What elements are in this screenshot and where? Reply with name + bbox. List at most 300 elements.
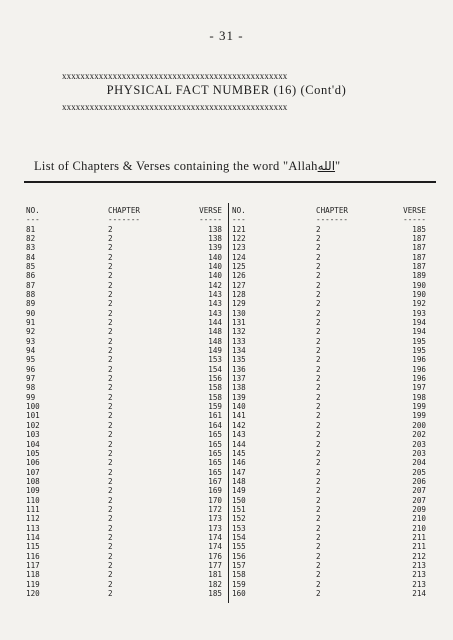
table-row [232,318,428,327]
cell-number: 158 [232,570,246,580]
table-row [232,299,428,308]
cell-verse: 213 [412,579,426,589]
cell-verse: 167 [208,476,222,486]
cell-number: 81 [26,224,36,234]
cell-verse: 199 [412,402,426,412]
cell-chapter: 2 [108,476,113,486]
cell-number: 139 [232,392,246,402]
cell-chapter: 2 [108,383,113,393]
cell-number: 155 [232,542,246,552]
cell-chapter: 2 [108,318,113,328]
table-row [26,524,222,533]
cell-number: 83 [26,243,36,253]
list-heading [34,159,434,174]
cell-verse: 159 [208,402,222,412]
header-verse: VERSE [403,206,426,215]
table-row [26,234,222,243]
page-number: - 31 - [209,28,244,43]
cell-verse: 195 [412,336,426,346]
table-row [26,449,222,458]
cell-verse: 176 [208,551,222,561]
table-row [26,468,222,477]
cell-verse: 203 [412,439,426,449]
cell-verse: 203 [412,448,426,458]
cell-verse: 165 [208,458,222,468]
table-row [232,505,428,514]
cell-verse: 149 [208,346,222,356]
cell-chapter: 2 [316,224,321,234]
cell-verse: 140 [208,252,222,262]
cell-verse: 204 [412,458,426,468]
cell-verse: 161 [208,411,222,421]
table-row [26,243,222,252]
cell-chapter: 2 [108,495,113,505]
cell-verse: 198 [412,392,426,402]
cell-number: 151 [232,504,246,514]
cell-number: 121 [232,224,246,234]
cell-verse: 138 [208,224,222,234]
cell-verse: 199 [412,411,426,421]
cell-chapter: 2 [316,570,321,580]
cell-verse: 182 [208,579,222,589]
cell-verse: 200 [412,420,426,430]
table-row [232,430,428,439]
cell-number: 145 [232,448,246,458]
cell-verse: 165 [208,467,222,477]
cell-chapter: 2 [108,346,113,356]
cell-chapter: 2 [108,261,113,271]
list-heading-text: List of Chapters & Verses containing the word "Allah [34,159,318,173]
cell-number: 132 [232,327,246,337]
cell-verse: 196 [412,355,426,365]
cell-number: 97 [26,374,36,384]
cell-chapter: 2 [316,299,321,309]
cell-number: 159 [232,579,246,589]
cell-verse: 196 [412,364,426,374]
table-row [26,262,222,271]
cell-chapter: 2 [108,355,113,365]
cell-verse: 174 [208,532,222,542]
cell-chapter: 2 [316,579,321,589]
table-row [26,374,222,383]
cell-number: 89 [26,299,36,309]
cell-chapter: 2 [316,327,321,337]
header-dashes [232,214,428,225]
cell-chapter: 2 [316,233,321,243]
cell-chapter: 2 [108,486,113,496]
fact-title: PHYSICAL FACT NUMBER (16) (Cont'd) [106,83,347,97]
cell-chapter: 2 [316,542,321,552]
cell-number: 152 [232,514,246,524]
table-row [232,309,428,318]
cell-verse: 185 [412,224,426,234]
cell-chapter: 2 [316,402,321,412]
table-row [26,570,222,579]
table-row [26,346,222,355]
cell-number: 133 [232,336,246,346]
table-row [232,346,428,355]
cell-number: 149 [232,486,246,496]
cell-number: 84 [26,252,36,262]
table-row [232,552,428,561]
cell-number: 157 [232,560,246,570]
cell-chapter: 2 [316,261,321,271]
table-row [232,421,428,430]
table-row [26,552,222,561]
cell-verse: 196 [412,374,426,384]
cell-verse: 211 [412,532,426,542]
table-row [232,253,428,262]
table-row [232,458,428,467]
table-row [232,570,428,579]
cell-number: 144 [232,439,246,449]
cell-chapter: 2 [316,411,321,421]
cell-number: 92 [26,327,36,337]
table-row [26,486,222,495]
cell-chapter: 2 [316,355,321,365]
cell-chapter: 2 [316,374,321,384]
table-row [26,393,222,402]
cell-verse: 194 [412,327,426,337]
cell-chapter: 2 [316,243,321,253]
dash-no: --- [232,214,246,224]
table-row [232,514,428,523]
cell-number: 112 [26,514,40,524]
table-row [232,271,428,280]
table-row [232,234,428,243]
cell-number: 160 [232,589,246,598]
cell-number: 119 [26,579,40,589]
cell-verse: 213 [412,560,426,570]
cell-chapter: 2 [316,318,321,328]
cell-chapter: 2 [108,392,113,402]
cell-number: 98 [26,383,36,393]
cell-number: 118 [26,570,40,580]
cell-number: 100 [26,402,40,412]
cell-chapter: 2 [108,551,113,561]
cell-number: 122 [232,233,246,243]
x-rule-top: xxxxxxxxxxxxxxxxxxxxxxxxxxxxxxxxxxxxxxxxxxxxxxxxx [62,72,288,81]
cell-chapter: 2 [108,252,113,262]
cell-chapter: 2 [108,514,113,524]
table-body [232,225,428,599]
table-row [232,561,428,570]
cell-number: 153 [232,523,246,533]
cell-chapter: 2 [108,402,113,412]
cell-verse: 140 [208,271,222,281]
table-row [26,327,222,336]
cell-chapter: 2 [108,570,113,580]
header-chapter: CHAPTER [316,206,349,215]
cell-verse: 185 [208,589,222,598]
cell-number: 99 [26,392,36,402]
table-row [26,299,222,308]
table-row [26,253,222,262]
cell-chapter: 2 [108,532,113,542]
table-row [26,496,222,505]
table-row [232,449,428,458]
cell-number: 126 [232,271,246,281]
cell-number: 102 [26,420,40,430]
table-row [232,580,428,589]
table-row [232,402,428,411]
cell-verse: 206 [412,476,426,486]
table-body [26,225,222,599]
table-row [26,365,222,374]
cell-verse: 197 [412,383,426,393]
cell-number: 115 [26,542,40,552]
table-row [26,440,222,449]
cell-chapter: 2 [108,243,113,253]
cell-number: 94 [26,346,36,356]
cell-verse: 165 [208,439,222,449]
table-row [232,533,428,542]
table-row [232,327,428,336]
cell-number: 110 [26,495,40,505]
cell-verse: 140 [208,261,222,271]
cell-verse: 213 [412,570,426,580]
cell-number: 142 [232,420,246,430]
cell-verse: 202 [412,430,426,440]
table-row [26,580,222,589]
cell-chapter: 2 [316,589,321,598]
cell-chapter: 2 [108,233,113,243]
cell-chapter: 2 [108,504,113,514]
table-row [26,421,222,430]
cell-number: 90 [26,308,36,318]
cell-chapter: 2 [108,299,113,309]
table-row [232,262,428,271]
cell-verse: 169 [208,486,222,496]
cell-chapter: 2 [316,458,321,468]
verse-table-right [232,206,428,598]
dash-verse: ----- [403,214,426,224]
table-row [232,486,428,495]
cell-number: 113 [26,523,40,533]
cell-number: 138 [232,383,246,393]
table-row [26,430,222,439]
table-row [26,318,222,327]
cell-verse: 158 [208,392,222,402]
cell-chapter: 2 [316,514,321,524]
cell-number: 154 [232,532,246,542]
cell-chapter: 2 [316,420,321,430]
cell-verse: 174 [208,542,222,552]
table-row [232,383,428,392]
cell-number: 107 [26,467,40,477]
table-row [232,243,428,252]
cell-verse: 214 [412,589,426,598]
cell-verse: 209 [412,504,426,514]
cell-number: 120 [26,589,40,598]
table-row [232,440,428,449]
table-row [26,505,222,514]
cell-chapter: 2 [316,290,321,299]
verse-table-left [26,206,222,598]
cell-verse: 207 [412,486,426,496]
cell-verse: 165 [208,430,222,440]
table-row [26,225,222,234]
header-verse: VERSE [199,206,222,215]
column-divider [228,203,229,603]
cell-number: 128 [232,290,246,299]
cell-verse: 173 [208,523,222,533]
cell-number: 141 [232,411,246,421]
cell-chapter: 2 [316,308,321,318]
cell-number: 96 [26,364,36,374]
cell-number: 125 [232,261,246,271]
cell-chapter: 2 [108,364,113,374]
cell-verse: 190 [412,280,426,290]
cell-number: 156 [232,551,246,561]
table-row [26,271,222,280]
table-row [26,411,222,420]
cell-number: 111 [26,504,40,514]
cell-number: 124 [232,252,246,262]
cell-chapter: 2 [316,336,321,346]
cell-number: 136 [232,364,246,374]
table-row [26,561,222,570]
cell-number: 146 [232,458,246,468]
cell-number: 101 [26,411,40,421]
cell-number: 86 [26,271,36,281]
cell-number: 114 [26,532,40,542]
table-row [232,477,428,486]
cell-chapter: 2 [108,327,113,337]
cell-chapter: 2 [108,336,113,346]
cell-verse: 192 [412,299,426,309]
table-row [26,402,222,411]
table-row [26,281,222,290]
cell-number: 134 [232,346,246,356]
cell-verse: 194 [412,318,426,328]
cell-number: 93 [26,336,36,346]
cell-chapter: 2 [108,374,113,384]
cell-verse: 143 [208,299,222,309]
cell-chapter: 2 [316,383,321,393]
cell-verse: 170 [208,495,222,505]
table-row [232,496,428,505]
header-dashes [26,214,222,225]
table-row [26,458,222,467]
cell-chapter: 2 [316,280,321,290]
x-rule-bottom: xxxxxxxxxxxxxxxxxxxxxxxxxxxxxxxxxxxxxxxxxxxxxxxxx [62,103,288,112]
cell-chapter: 2 [316,439,321,449]
cell-chapter: 2 [316,532,321,542]
arabic-word: الله [317,159,336,173]
cell-chapter: 2 [108,439,113,449]
cell-number: 116 [26,551,40,561]
cell-chapter: 2 [108,448,113,458]
cell-chapter: 2 [316,495,321,505]
cell-chapter: 2 [108,467,113,477]
header-no: NO. [26,206,40,215]
cell-number: 108 [26,476,40,486]
cell-chapter: 2 [316,346,321,356]
cell-chapter: 2 [316,392,321,402]
cell-verse: 205 [412,467,426,477]
table-row [232,468,428,477]
table-row [26,290,222,299]
cell-number: 91 [26,318,36,328]
cell-number: 127 [232,280,246,290]
cell-chapter: 2 [108,420,113,430]
cell-verse: 173 [208,514,222,524]
cell-number: 82 [26,233,36,243]
cell-verse: 138 [208,233,222,243]
cell-verse: 165 [208,448,222,458]
cell-verse: 148 [208,336,222,346]
cell-verse: 156 [208,374,222,384]
cell-chapter: 2 [316,430,321,440]
cell-verse: 187 [412,243,426,253]
table-row [26,355,222,364]
cell-chapter: 2 [316,551,321,561]
cell-verse: 211 [412,542,426,552]
cell-number: 143 [232,430,246,440]
cell-chapter: 2 [108,430,113,440]
table-row [26,309,222,318]
cell-verse: 143 [208,290,222,299]
cell-number: 148 [232,476,246,486]
table-row [26,477,222,486]
table-row [232,524,428,533]
cell-chapter: 2 [108,542,113,552]
cell-number: 104 [26,439,40,449]
cell-number: 88 [26,290,36,299]
cell-verse: 187 [412,261,426,271]
cell-verse: 142 [208,280,222,290]
cell-number: 123 [232,243,246,253]
dash-chapter: ------- [316,214,349,224]
header-no: NO. [232,206,246,215]
cell-number: 109 [26,486,40,496]
header-chapter: CHAPTER [108,206,141,215]
cell-number: 135 [232,355,246,365]
table-row [26,514,222,523]
cell-verse: 187 [412,252,426,262]
cell-number: 129 [232,299,246,309]
cell-chapter: 2 [316,476,321,486]
cell-chapter: 2 [316,486,321,496]
cell-verse: 207 [412,495,426,505]
cell-number: 130 [232,308,246,318]
cell-number: 87 [26,280,36,290]
table-row [232,290,428,299]
cell-chapter: 2 [108,458,113,468]
table-row [26,589,222,598]
table-row [26,337,222,346]
cell-chapter: 2 [108,589,113,598]
cell-verse: 177 [208,560,222,570]
cell-verse: 212 [412,551,426,561]
cell-chapter: 2 [108,290,113,299]
cell-chapter: 2 [108,579,113,589]
cell-verse: 193 [412,308,426,318]
cell-chapter: 2 [316,364,321,374]
cell-chapter: 2 [108,523,113,533]
cell-number: 147 [232,467,246,477]
cell-verse: 190 [412,290,426,299]
cell-chapter: 2 [108,411,113,421]
table-row [232,355,428,364]
cell-chapter: 2 [108,308,113,318]
cell-verse: 172 [208,504,222,514]
cell-chapter: 2 [108,271,113,281]
heading-underline [24,181,436,183]
cell-number: 137 [232,374,246,384]
table-row [232,589,428,598]
